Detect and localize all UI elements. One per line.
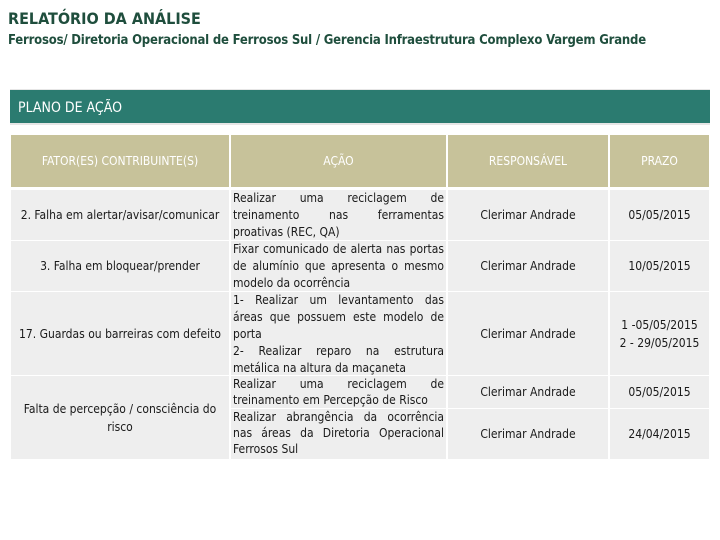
table-row-3-action	[231, 292, 446, 375]
action-plan-heading: PLANO DE AÇÃO	[10, 89, 710, 125]
table-row-2-action: Fixar comunicado de alerta nas portas de alumínio que apresenta o mesmo modelo da ocorrência	[233, 242, 444, 290]
table-row-4a-action: Realizar uma reciclagem de treinamento em Percepção de Risco	[233, 377, 444, 407]
table-row-3-action-step-1: 1- Realizar um levantamento das áreas que possuem este modelo de porta	[233, 293, 444, 341]
table-row-1-deadline: 05/05/2015	[610, 190, 709, 240]
table-row-1-responsible: Clerimar Andrade	[448, 190, 608, 240]
table-row-2-deadline: 10/05/2015	[610, 241, 709, 291]
table-row-1-factor: 2. Falha em alertar/avisar/comunicar	[11, 190, 229, 240]
table-row-4a-responsible: Clerimar Andrade	[448, 376, 608, 408]
table-row-4b-action: Realizar abrangência da ocorrência nas áreas da Diretoria Operacional Ferrosos Sul	[231, 409, 446, 459]
column-header-factor: FATOR(ES) CONTRIBUINTE(S)	[11, 135, 229, 187]
table-row-3-deadline-2: 2 - 29/05/2015	[619, 335, 700, 350]
report-subtitle: Ferrosos/ Diretoria Operacional de Ferrosos Sul / Gerencia Infraestrutura Complexo Vargem Grande	[8, 33, 646, 48]
table-row-3-responsible: Clerimar Andrade	[448, 292, 608, 375]
column-header-action: AÇÃO	[231, 135, 446, 187]
table-row-4b-deadline: 24/04/2015	[610, 409, 709, 459]
column-header-responsible: RESPONSÁVEL	[448, 135, 608, 187]
table-row-3-deadline	[610, 292, 709, 375]
table-row-1-action: Realizar uma reciclagem de treinamento nas ferramentas proativas (REC, QA)	[233, 191, 444, 239]
column-header-deadline: PRAZO	[610, 135, 709, 187]
table-row-3-deadline-1: 1 -05/05/2015	[621, 317, 698, 332]
table-row-3-factor: 17. Guardas ou barreiras com defeito	[11, 292, 229, 375]
table-row-4-factor: Falta de percepção / consciência do risco	[11, 376, 229, 459]
table-row-2-factor: 3. Falha em bloquear/prender	[11, 241, 229, 291]
table-row-4b-responsible: Clerimar Andrade	[448, 409, 608, 459]
table-row-3-action-step-2: 2- Realizar reparo na estrutura metálica na altura da maçaneta	[233, 344, 444, 375]
table-row-2-responsible: Clerimar Andrade	[448, 241, 608, 291]
table-row-4a-deadline: 05/05/2015	[610, 376, 709, 408]
report-title: RELATÓRIO DA ANÁLISE	[8, 9, 201, 28]
